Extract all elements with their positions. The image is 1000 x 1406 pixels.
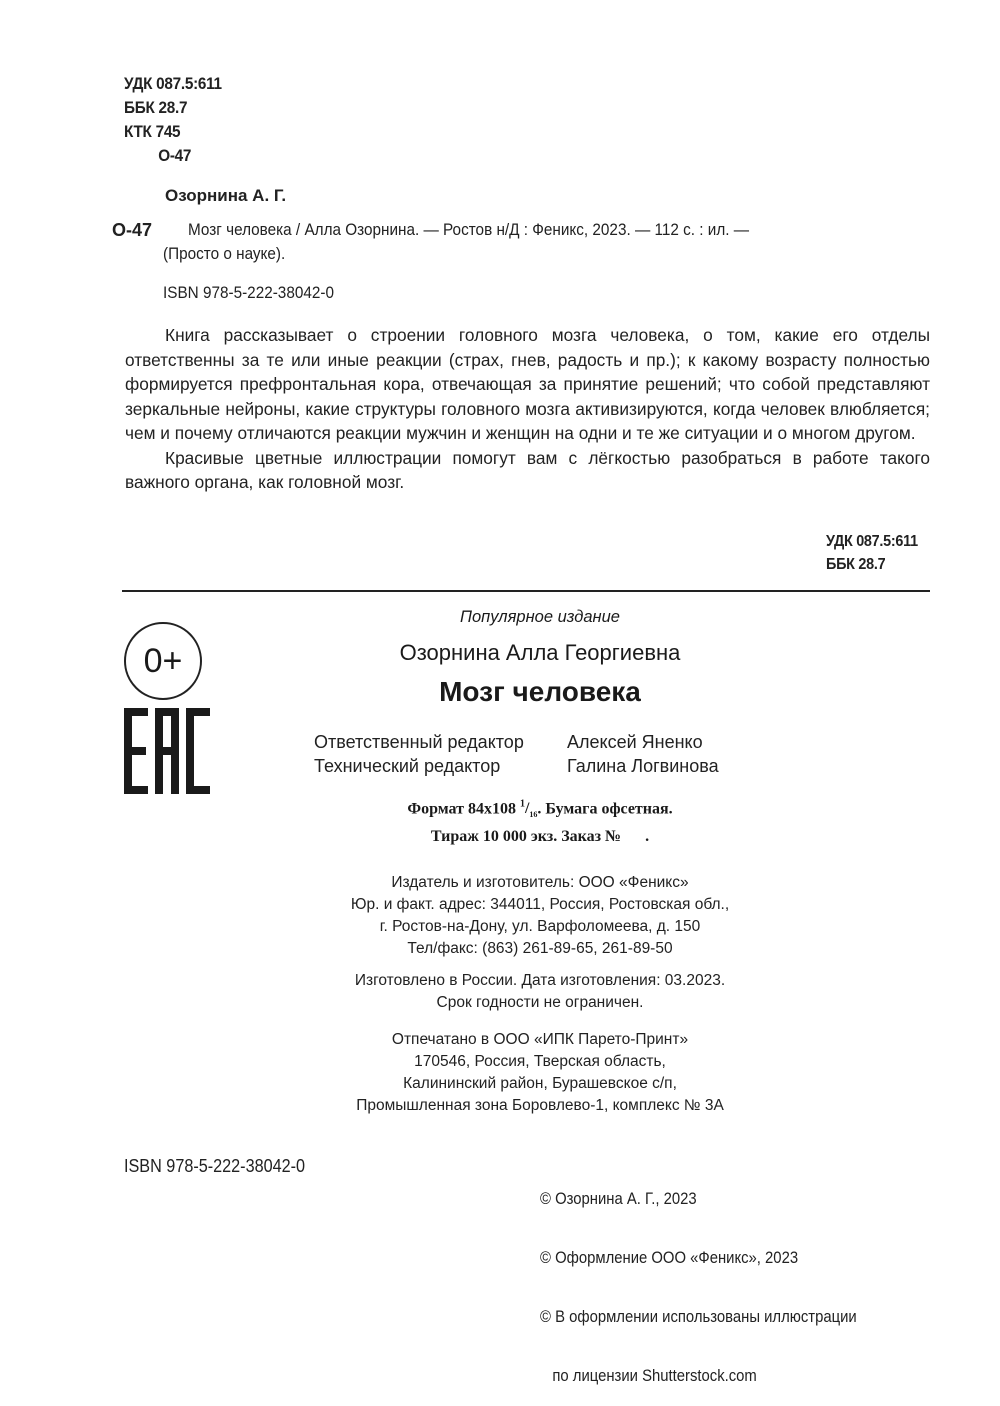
udk-code-right: УДК 087.5:611 bbox=[826, 533, 918, 550]
manufacture-block bbox=[290, 970, 790, 1014]
printer-block bbox=[290, 1029, 790, 1117]
publisher-line: Тел/факс: (863) 261-89-65, 261-89-50 bbox=[407, 940, 673, 957]
classification-block bbox=[124, 72, 222, 168]
age-rating-label: 0+ bbox=[143, 641, 183, 680]
divider-rule bbox=[122, 590, 930, 592]
printer-line: Калининский район, Бурашевское с/п, bbox=[403, 1075, 677, 1092]
udk-code: УДК 087.5:611 bbox=[124, 74, 222, 93]
record-mark: О-47 bbox=[112, 220, 153, 240]
edition-type: Популярное издание bbox=[460, 608, 620, 626]
format-suffix: . Бумага офсетная. bbox=[537, 800, 673, 818]
print-run: Тираж 10 000 экз. Заказ № . bbox=[430, 828, 650, 845]
ktk-code: КТК 745 bbox=[124, 122, 181, 141]
publisher-block bbox=[290, 872, 790, 960]
bbk-code-right: ББК 28.7 bbox=[826, 556, 886, 573]
age-rating-icon bbox=[124, 622, 202, 700]
format-line: Формат 84x108 $^1/_{16}$. Бумага офсетная. bbox=[407, 799, 673, 820]
format-fraction-numerator: 1 bbox=[519, 799, 525, 810]
copyright-line: по лицензии Shutterstock.com bbox=[540, 1367, 757, 1385]
credits-names bbox=[567, 730, 719, 778]
annotation bbox=[125, 323, 930, 495]
publisher-line: Юр. и факт. адрес: 344011, Россия, Ростовская обл., bbox=[350, 896, 730, 913]
annotation-paragraph: Красивые цветные иллюстрации помогут вам с лёгкостью разобраться в работе такого важного органа, как головной мозг. bbox=[125, 447, 930, 492]
format-fraction-denominator: 16 bbox=[529, 810, 538, 820]
credits-roles bbox=[314, 730, 524, 778]
manufacture-line: Изготовлено в России. Дата изготовления: 03.2023. bbox=[354, 972, 726, 989]
printer-line: Промышленная зона Боровлево-1, комплекс № 3А bbox=[356, 1097, 724, 1114]
copyright-line: © Оформление ООО «Феникс», 2023 bbox=[540, 1249, 799, 1267]
credit-role: Технический редактор bbox=[314, 756, 501, 776]
copyrights-block bbox=[540, 1152, 857, 1406]
eac-conformity-icon bbox=[124, 708, 210, 794]
manufacture-line: Срок годности не ограничен. bbox=[436, 994, 644, 1011]
credit-role: Ответственный редактор bbox=[314, 732, 524, 752]
printer-line: Отпечатано в ООО «ИПК Парето-Принт» bbox=[391, 1031, 689, 1048]
book-title: Мозг человека bbox=[439, 676, 641, 707]
publisher-line: Издатель и изготовитель: ООО «Феникс» bbox=[391, 874, 689, 891]
record-isbn: ISBN 978-5-222-38042-0 bbox=[163, 283, 334, 302]
bbk-code: ББК 28.7 bbox=[124, 98, 188, 117]
publisher-line: г. Ростов-на-Дону, ул. Варфоломеева, д. 150 bbox=[379, 918, 701, 935]
credit-name: Алексей Яненко bbox=[567, 732, 703, 752]
format-prefix: Формат 84x108 bbox=[407, 800, 520, 818]
footer-isbn: ISBN 978-5-222-38042-0 bbox=[124, 1156, 306, 1176]
record-description-line2: (Просто о науке). bbox=[163, 244, 286, 263]
author-heading: Озорнина А. Г. bbox=[165, 186, 287, 205]
classification-right bbox=[826, 530, 918, 576]
copyright-line: © Озорнина А. Г., 2023 bbox=[540, 1190, 697, 1208]
credit-name: Галина Логвинова bbox=[567, 756, 719, 776]
annotation-paragraph: Книга рассказывает о строении головного мозга человека, о том, какие его отделы ответственны за те или иные реакции (страх, гнев, радость и пр.); к какому возрасту полностью формируется префронтальная кора, отвечающая за принятие решений; что собой представляют зеркальные нейроны, какие структуры головного мозга активизируются, когда человек влюбляется; чем и почему отличаются реакции мужчин и женщин на одни и те же ситуации и о многом другом. bbox=[125, 325, 930, 443]
author-full-name: Озорнина Алла Георгиевна bbox=[399, 640, 681, 665]
author-mark: О-47 bbox=[158, 146, 192, 165]
printer-line: 170546, Россия, Тверская область, bbox=[414, 1053, 666, 1070]
record-description-line1: Мозг человека / Алла Озорнина. — Ростов н/Д : Феникс, 2023. — 112 с. : ил. — bbox=[188, 220, 750, 239]
copyright-line: © В оформлении использованы иллюстрации bbox=[540, 1308, 857, 1326]
